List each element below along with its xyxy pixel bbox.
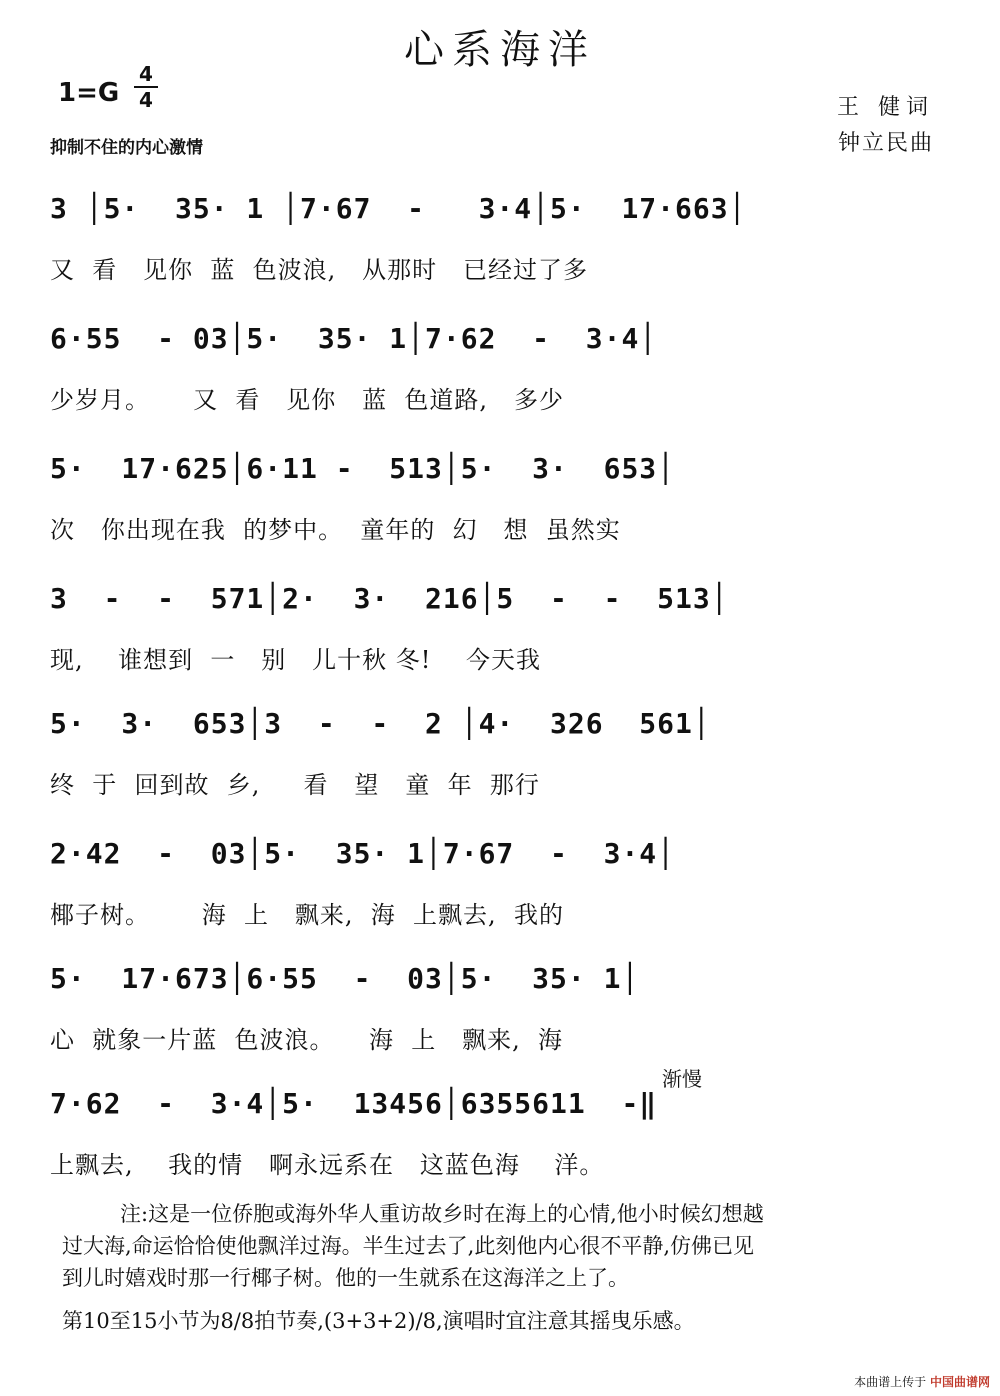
- score-line: [50, 695, 940, 805]
- annotation-line: 第10至15小节为8/8拍节奏,(3+3+2)/8,演唱时宜注意其摇曳乐感。: [62, 1309, 695, 1333]
- lyrics-row: 终 于 回到故 乡, 看 望 童 年 那行: [50, 771, 540, 799]
- score-line: [50, 440, 940, 550]
- lyrics-row: 上飘去, 我的情 啊永远系在 这蓝色海 洋。: [50, 1151, 605, 1179]
- notation-row: 5· 17·673│6·55 - 03│5· 35· 1│: [50, 962, 640, 995]
- annotation-line: 注:这是一位侨胞或海外华人重访故乡时在海上的心情,他小时候幻想越: [120, 1202, 764, 1226]
- notation-row: 5· 3· 653│3 - - 2 │4· 326 561│: [50, 707, 711, 740]
- lyrics-row: 次 你出现在我 的梦中。 童年的 幻 想 虽然实: [50, 516, 621, 544]
- time-signature-top: 4: [139, 62, 153, 86]
- footer-prefix: 本曲谱上传于: [854, 1375, 927, 1389]
- lyrics-row: 少岁月。 又 看 见你 蓝 色道路, 多少: [50, 386, 564, 414]
- time-signature-bottom: 4: [139, 88, 153, 112]
- score-line: [50, 180, 940, 290]
- notation-row: 5· 17·625│6·11 - 513│5· 3· 653│: [50, 452, 676, 485]
- notation-row: 2·42 - 03│5· 35· 1│7·67 - 3·4│: [50, 837, 676, 870]
- notation-row: 3 │5· 35· 1 │7·67 - 3·4│5· 17·663│: [50, 192, 747, 225]
- time-signature: [134, 64, 158, 110]
- composer-credit: 钟立民曲: [837, 131, 934, 156]
- notation-row: 3 - - 571│2· 3· 216│5 - - 513│: [50, 582, 729, 615]
- lyrics-row: 又 看 见你 蓝 色波浪, 从那时 已经过了多: [50, 256, 589, 284]
- lyricist-credit: 王 健词: [837, 95, 934, 120]
- annotation-line: 到儿时嬉戏时那一行椰子树。他的一生就系在这海洋之上了。: [62, 1266, 629, 1290]
- score-line: [50, 950, 940, 1060]
- key-signature: 1=G: [58, 78, 120, 108]
- score-line: [50, 1075, 940, 1185]
- lyrics-row: 现, 谁想到 一 别 儿十秋 冬! 今天我: [50, 646, 541, 674]
- score-line: [50, 310, 940, 420]
- expression-mark: 抑制不住的内心激情: [50, 138, 203, 158]
- notation-row: 6·55 - 03│5· 35· 1│7·62 - 3·4│: [50, 322, 658, 355]
- notation-row: 7·62 - 3·4│5· 13456│6355611 -‖: [50, 1087, 658, 1120]
- lyrics-row: 心 就象一片蓝 色波浪。 海 上 飘来, 海: [50, 1026, 564, 1054]
- score-line: [50, 825, 940, 935]
- annotation-line: 过大海,命运恰恰使他飘洋过海。半生过去了,此刻他内心很不平静,仿佛已见: [62, 1234, 755, 1258]
- tempo-mark: 渐慢: [662, 1067, 702, 1091]
- footer-credit: [854, 1373, 990, 1390]
- lyrics-row: 椰子树。 海 上 飘来, 海 上飘去, 我的: [50, 901, 564, 929]
- site-logo: 中国曲谱网: [929, 1375, 990, 1389]
- song-title: 心系海洋: [404, 27, 596, 73]
- score-line: [50, 570, 940, 680]
